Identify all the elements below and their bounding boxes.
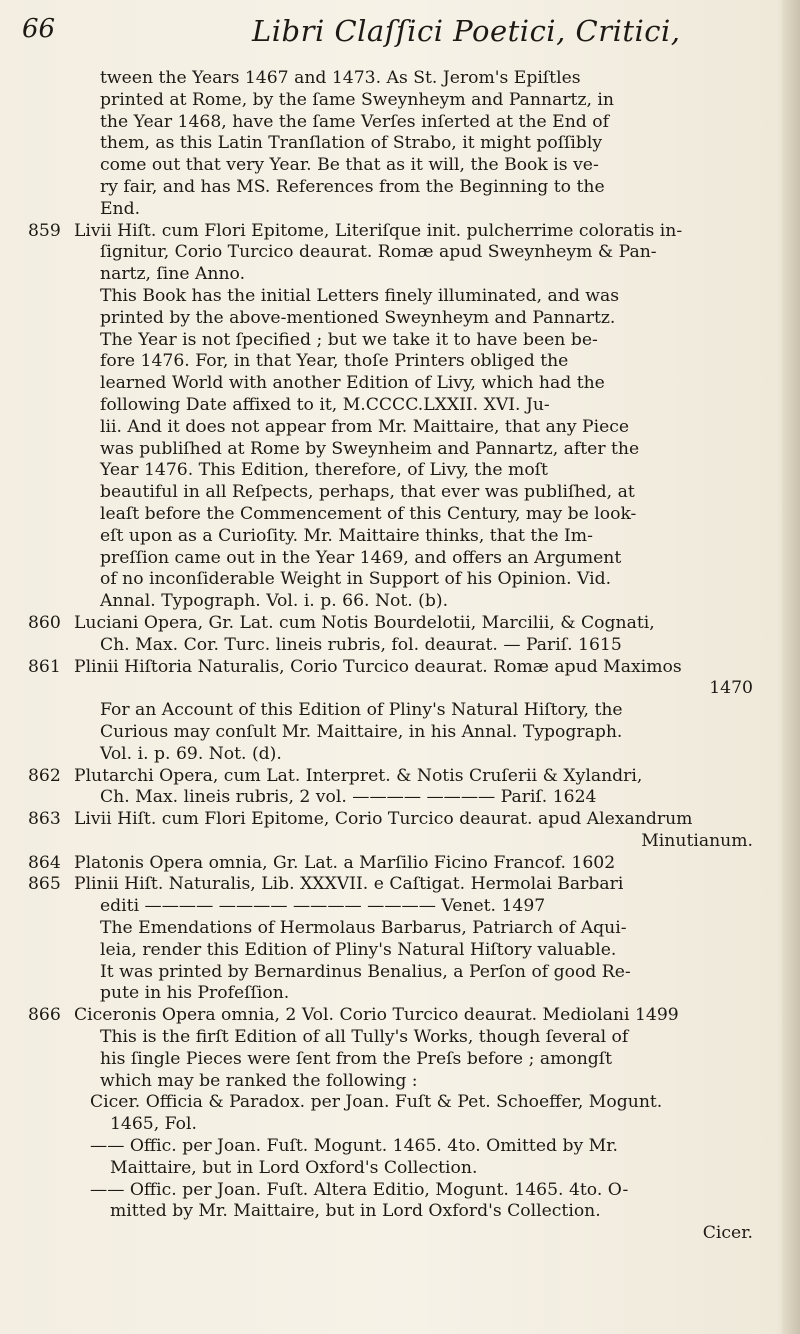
entry-text: Livii Hiſt. cum Flori Epitome, Corio Turcico deaurat. apud Alexandrum <box>74 809 693 830</box>
page-header <box>22 14 762 54</box>
text-line: Curious may conſult Mr. Maittaire, in his Annal. Typograph. <box>100 721 623 742</box>
text-line: his ſingle Pieces were ſent from the Preſs before ; amongſt <box>100 1048 613 1069</box>
text-line: Year 1476. This Edition, therefore, of Livy, the moſt <box>100 460 548 481</box>
text-line: This is the firſt Edition of all Tully's Works, though ſeveral of <box>100 1027 629 1048</box>
text-line: leaſt before the Commencement of this Century, may be look- <box>100 503 637 524</box>
text-line: Ch. Max. lineis rubris, 2 vol. ———— ———— Pariſ. 1624 <box>100 787 597 808</box>
entry-number: 866 <box>28 1005 61 1026</box>
entry-number: 865 <box>28 874 61 895</box>
entry-text: Plinii Hiſtoria Naturalis, Corio Turcico deaurat. Romæ apud Maximos <box>74 656 682 677</box>
catalogue-body <box>28 68 763 1245</box>
running-head: Libri Claſſici Poetici, Critici, <box>252 14 681 48</box>
text-line: them, as this Latin Tranſlation of Strabo, it might poſſibly <box>100 133 603 154</box>
catalogue-entry <box>28 809 763 831</box>
catalogue-entry <box>28 1005 763 1027</box>
text-line: Minutianum. <box>641 830 753 851</box>
text-line: —— Offic. per Joan. Fuſt. Mogunt. 1465. 4to. Omitted by Mr. <box>90 1136 619 1157</box>
entry-text: Plinii Hiſt. Naturalis, Lib. XXXVII. e Caſtigat. Hermolai Barbari <box>74 874 624 895</box>
entry-number: 859 <box>28 220 61 241</box>
text-line: The Emendations of Hermolaus Barbarus, Patriarch of Aqui- <box>100 918 627 939</box>
page-number: 66 <box>22 14 56 44</box>
text-line: ry fair, and has MS. References from the Beginning to the <box>100 176 605 197</box>
text-line: lii. And it does not appear from Mr. Maittaire, that any Piece <box>100 416 630 437</box>
catalogue-entry <box>28 221 763 243</box>
text-line: was publiſhed at Rome by Sweynheim and Pannartz, after the <box>100 438 640 459</box>
text-line: Cicer. <box>702 1223 753 1244</box>
catalogue-entry <box>28 874 763 896</box>
entry-number: 863 <box>28 809 61 830</box>
text-line: tween the Years 1467 and 1473. As St. Jerom's Epiſtles <box>100 68 581 88</box>
text-line: pute in his Profeſſion. <box>100 983 290 1004</box>
entry-text: Plutarchi Opera, cum Lat. Interpret. & Notis Cruſerii & Xylandri, <box>74 765 643 786</box>
text-line: —— Offic. per Joan. Fuſt. Altera Editio, Mogunt. 1465. 4to. O- <box>90 1179 629 1200</box>
text-line: Vol. i. p. 69. Not. (d). <box>100 743 282 764</box>
text-line: Cicer. Officia & Paradox. per Joan. Fuſt & Pet. Schoeffer, Mogunt. <box>90 1092 663 1113</box>
text-line: Maittaire, but in Lord Oxford's Collection. <box>110 1157 478 1178</box>
page-edge <box>782 0 800 1334</box>
text-line: learned World with another Edition of Livy, which had the <box>100 373 605 394</box>
text-line: Annal. Typograph. Vol. i. p. 66. Not. (b). <box>100 591 449 612</box>
text-line: beautiful in all Reſpects, perhaps, that ever was publiſhed, at <box>100 482 635 503</box>
text-line: 1470 <box>709 678 753 699</box>
text-line: End. <box>100 198 141 219</box>
entry-number: 861 <box>28 656 61 677</box>
text-line: eſt upon as a Curioſity. Mr. Maittaire thinks, that the Im- <box>100 525 593 546</box>
text-line: This Book has the initial Letters finely illuminated, and was <box>100 285 620 306</box>
text-line: It was printed by Bernardinus Benalius, a Perſon of good Re- <box>100 961 631 982</box>
catalogue-entry <box>28 766 763 788</box>
text-line: of no inconſiderable Weight in Support of his Opinion. Vid. <box>100 569 612 590</box>
text-line: nartz, ſine Anno. <box>100 264 246 285</box>
entry-text: Livii Hiſt. cum Flori Epitome, Literiſque init. pulcherrime coloratis in- <box>74 220 683 241</box>
text-line: editi ———— ———— ———— ———— Venet. 1497 <box>100 896 546 917</box>
text-line: the Year 1468, have the ſame Verſes inſerted at the End of <box>100 111 609 132</box>
catalogue-entry <box>28 613 763 635</box>
entry-number: 862 <box>28 765 61 786</box>
text-line: following Date affixed to it, M.CCCC.LXXII. XVI. Ju- <box>100 394 550 415</box>
text-line: preſſion came out in the Year 1469, and offers an Argument <box>100 547 622 568</box>
text-line: ſignitur, Corio Turcico deaurat. Romæ apud Sweynheym & Pan- <box>100 242 657 263</box>
entry-number: 860 <box>28 612 61 633</box>
text-line: fore 1476. For, in that Year, thoſe Printers obliged the <box>100 351 569 372</box>
text-line: 1465, Fol. <box>110 1114 197 1135</box>
entry-text: Ciceronis Opera omnia, 2 Vol. Corio Turcico deaurat. Mediolani 1499 <box>74 1005 679 1026</box>
text-line: come out that very Year. Be that as it will, the Book is ve- <box>100 155 599 176</box>
catalogue-entry <box>28 853 763 875</box>
text-line: For an Account of this Edition of Pliny's Natural Hiſtory, the <box>100 700 623 721</box>
text-line: Ch. Max. Cor. Turc. lineis rubris, fol. deaurat. — Pariſ. 1615 <box>100 634 622 655</box>
text-line: which may be ranked the following : <box>100 1070 418 1091</box>
entry-text: Platonis Opera omnia, Gr. Lat. a Marſilio Ficino Francof. 1602 <box>74 852 616 873</box>
entry-number: 864 <box>28 852 61 873</box>
text-line: mitted by Mr. Maittaire, but in Lord Oxford's Collection. <box>110 1201 601 1222</box>
text-line: printed by the above-mentioned Sweynheym and Pannartz. <box>100 307 616 328</box>
entry-text: Luciani Opera, Gr. Lat. cum Notis Bourdelotii, Marcilii, & Cognati, <box>74 612 655 633</box>
catalogue-entry <box>28 657 763 679</box>
text-line: printed at Rome, by the ſame Sweynheym and Pannartz, in <box>100 89 614 110</box>
text-line: The Year is not ſpecified ; but we take it to have been be- <box>100 329 598 350</box>
text-line: leia, render this Edition of Pliny's Natural Hiſtory valuable. <box>100 939 617 960</box>
